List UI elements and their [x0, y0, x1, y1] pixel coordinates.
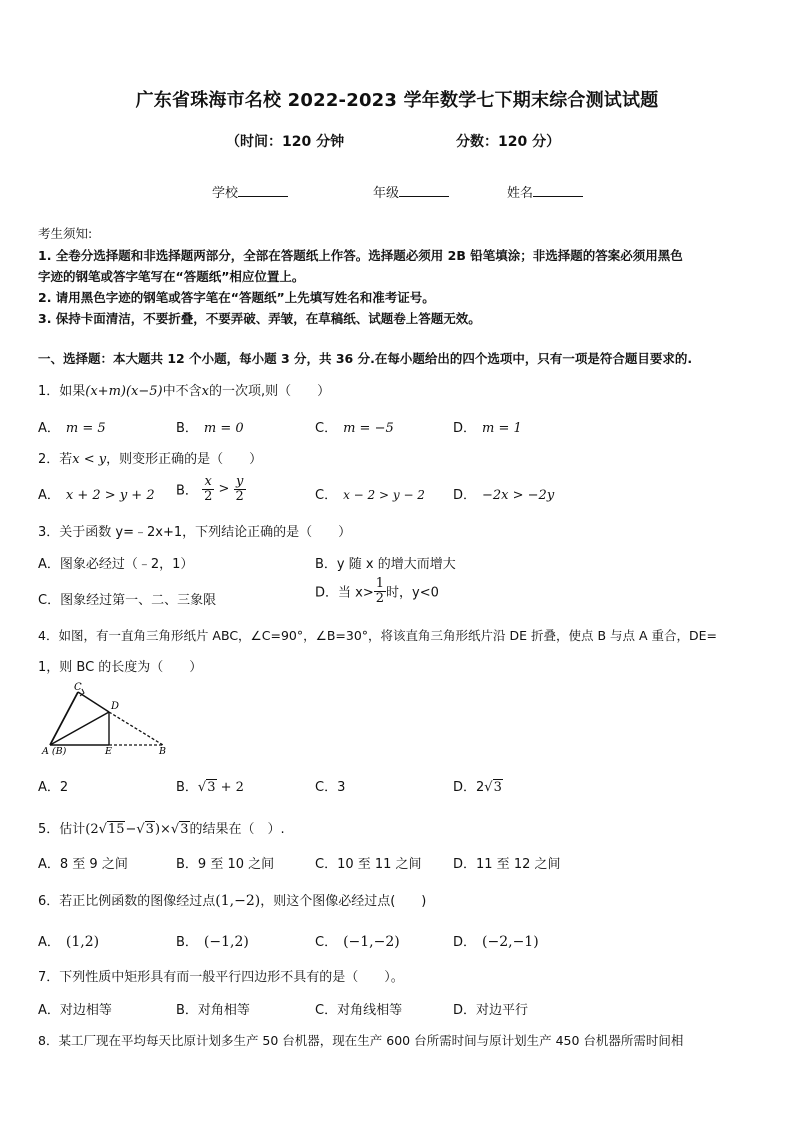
q1-var: x	[201, 384, 209, 399]
q1-option-c[interactable]	[315, 417, 394, 436]
section-heading: 一、选择题：本大题共 12 个小题，每小题 3 分，共 36 分.在每小题给出的四个选项中，只有一项是符合题目要求的.	[38, 351, 693, 366]
grade-blank	[399, 184, 449, 197]
option-label: C．	[315, 421, 338, 436]
q5-option-a[interactable]: A．8 至 9 之间	[38, 857, 128, 872]
notes-heading: 考生须知:	[38, 226, 93, 241]
option-label: B．	[176, 483, 198, 499]
exam-title: 广东省珠海市名校 2022-2023 学年数学七下期末综合测试试题	[135, 90, 659, 111]
option-value: (−1,2)	[203, 934, 249, 950]
fig-label-b: B	[159, 746, 166, 756]
denominator: 2	[235, 488, 244, 504]
numerator: y	[234, 475, 246, 490]
option-value: (−1,−2)	[343, 934, 400, 950]
q1-option-a[interactable]	[38, 417, 106, 436]
q7-option-d[interactable]: D．对边平行	[453, 1003, 529, 1018]
q2-option-c[interactable]	[315, 484, 425, 503]
q3-option-c[interactable]: C．图象经过第一、二、三象限	[38, 593, 217, 608]
school-label: 学校	[212, 186, 239, 201]
q2-option-b[interactable]	[176, 475, 246, 503]
option-value: (−2,−1)	[482, 934, 539, 950]
option-text: 时，y<0	[386, 585, 439, 601]
radicand: 3	[180, 822, 189, 837]
grade-field	[373, 182, 449, 201]
option-label: B．	[176, 780, 198, 795]
q6-option-b[interactable]	[176, 931, 249, 950]
sqrt: √3	[484, 780, 502, 795]
option-label: B．	[176, 421, 198, 436]
question-1-stem	[38, 380, 330, 399]
q7-option-b[interactable]: B．对角相等	[176, 1003, 250, 1018]
q4-option-d[interactable]	[453, 776, 503, 795]
option-text: + 2	[220, 780, 244, 795]
radicand: 3	[207, 780, 216, 795]
option-label: D．	[453, 935, 477, 950]
q2-suffix: ，则变形正确的是（ ）	[106, 452, 263, 467]
name-blank	[533, 184, 583, 197]
q2-condition: x < y	[72, 452, 107, 467]
option-value: m = 5	[65, 421, 106, 436]
option-label: C．	[315, 935, 338, 950]
fig-label-d: D	[111, 701, 120, 712]
notes-item: 1. 全卷分选择题和非选择题两部分，全部在答题纸上作答。选择题必须用 2B 铅笔填涂；非选择题的答案必须用黑色	[38, 248, 683, 263]
question-2-stem	[38, 448, 262, 467]
q6-option-c[interactable]	[315, 931, 400, 950]
denominator: 2	[375, 590, 385, 606]
q1-option-b[interactable]	[176, 417, 244, 436]
option-value: x − 2 > y − 2	[343, 488, 425, 502]
q7-option-c[interactable]: C．对角线相等	[315, 1003, 403, 1018]
q1-prefix: 1．如果	[38, 384, 86, 399]
option-label: D．2	[453, 780, 485, 795]
q2-option-a[interactable]	[38, 484, 155, 503]
school-blank	[238, 184, 288, 197]
q2-prefix: 2．若	[38, 452, 73, 467]
sqrt: √3	[170, 822, 189, 837]
option-value: (1,2)	[65, 934, 100, 950]
q1-suffix: 的一次项,则（ ）	[208, 384, 331, 399]
q6-option-a[interactable]	[38, 931, 99, 950]
q5-expr: )×	[154, 822, 171, 837]
question-8-stem: 8．某工厂现在平均每天比原计划多生产 50 台机器，现在生产 600 台所需时间与原计划生产 450 台机器所需时间相	[38, 1033, 684, 1048]
option-text: D．当 x>	[315, 585, 374, 601]
fraction	[374, 577, 386, 605]
denominator: 2	[204, 488, 213, 504]
question-3-stem: 3．关于函数 y=﹣2x+1，下列结论正确的是（ ）	[38, 525, 352, 540]
q3-option-a[interactable]: A．图象必经过（﹣2，1）	[38, 557, 194, 572]
operator: >	[218, 481, 230, 497]
q3-option-b[interactable]: B．y 随 x 的增大而增大	[315, 557, 456, 572]
q5-option-d[interactable]: D．11 至 12 之间	[453, 857, 561, 872]
sqrt: √3	[197, 780, 216, 795]
notes-item: 字迹的钢笔或答字笔写在“答题纸”相应位置上。	[38, 269, 305, 284]
sqrt: √3	[136, 822, 154, 837]
notes-item: 3. 保持卡面清洁，不要折叠，不要弄破、弄皱，在草稿纸、试题卷上答题无效。	[38, 311, 481, 326]
q7-option-a[interactable]: A．对边相等	[38, 1003, 112, 1018]
q3-option-d[interactable]	[315, 577, 439, 605]
q4-option-b[interactable]	[176, 776, 244, 795]
q5-option-c[interactable]: C．10 至 11 之间	[315, 857, 422, 872]
exam-score: 分数：120 分）	[456, 134, 561, 150]
school-field	[212, 182, 288, 201]
q5-expr: −	[125, 822, 137, 837]
q5-prefix: 5．估计	[38, 822, 86, 837]
option-value: m = 1	[482, 421, 522, 436]
option-label: C．	[315, 488, 338, 503]
option-label: A．	[38, 421, 60, 436]
grade-label: 年级	[373, 186, 400, 201]
fraction	[202, 475, 214, 503]
fig-label-a: A (B)	[42, 746, 67, 756]
option-value: m = −5	[343, 421, 394, 436]
question-4-stem-line2: 1，则 BC 的长度为（ ）	[38, 660, 203, 675]
q4-option-a[interactable]: A．2	[38, 780, 69, 795]
radicand: 3	[493, 780, 502, 795]
q5-suffix: 的结果在（ ）.	[189, 822, 285, 837]
option-label: B．	[176, 935, 198, 950]
sqrt: √15	[98, 822, 125, 837]
q6-point: (1,−2)	[215, 893, 261, 909]
question-5-stem	[38, 818, 285, 837]
option-label: D．	[453, 488, 477, 503]
q6-option-d[interactable]	[453, 931, 539, 950]
option-label: D．	[453, 421, 477, 436]
q6-prefix: 6．若正比例函数的图像经过点	[38, 894, 216, 909]
radicand: 3	[145, 822, 154, 837]
radicand: 15	[107, 822, 125, 837]
numerator: x	[202, 475, 214, 490]
option-label: A．	[38, 935, 60, 950]
option-value: m = 0	[203, 421, 244, 436]
question-6-stem	[38, 890, 426, 909]
question-7-stem: 7．下列性质中矩形具有而一般平行四边形不具有的是（ ）。	[38, 970, 404, 985]
notes-item: 2. 请用黑色字迹的钢笔或答字笔在“答题纸”上先填写姓名和准考证号。	[38, 290, 435, 305]
q5-option-b[interactable]: B．9 至 10 之间	[176, 857, 275, 872]
fraction	[234, 475, 246, 503]
fig-label-e: E	[105, 746, 112, 756]
q1-expression: (x+m)(x−5)	[85, 384, 163, 399]
fig-label-c: C	[74, 682, 82, 693]
q4-option-c[interactable]: C．3	[315, 780, 346, 795]
name-label: 姓名	[507, 186, 534, 201]
q1-option-d[interactable]	[453, 417, 522, 436]
q6-suffix: ，则这个图像必经过点( )	[260, 894, 427, 909]
name-field	[507, 182, 583, 201]
option-value: −2x > −2y	[482, 488, 555, 503]
q1-mid: 中不含	[162, 384, 202, 399]
q4-triangle-figure	[40, 682, 180, 756]
question-4-stem-line1: 4．如图，有一直角三角形纸片 ABC，∠C=90°，∠B=30°，将该直角三角形纸片沿 DE 折叠，使点 B 与点 A 重合，DE=	[38, 628, 718, 643]
exam-time: （时间：120 分钟	[226, 134, 345, 150]
numerator: 1	[375, 576, 385, 591]
q2-option-d[interactable]	[453, 484, 554, 503]
option-label: A．	[38, 488, 60, 503]
q5-expr: (2	[85, 822, 99, 837]
option-value: x + 2 > y + 2	[65, 488, 155, 503]
